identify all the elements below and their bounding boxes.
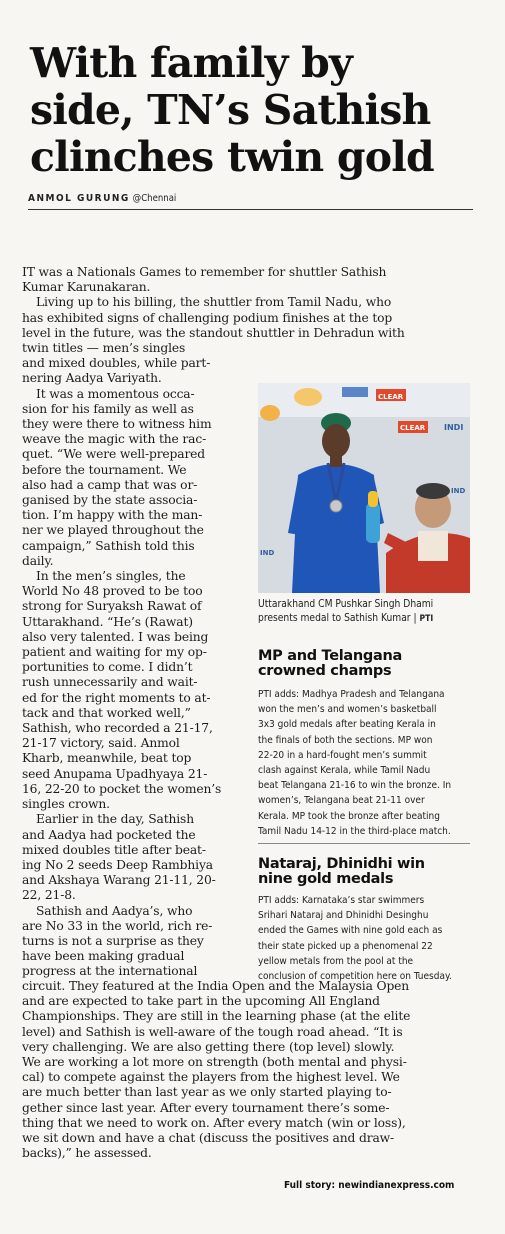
sidebar-headline-line: nine gold medals (258, 871, 394, 887)
photo-caption (258, 598, 470, 626)
article-outro (22, 979, 468, 1161)
photo-credit: PTI (419, 613, 434, 624)
sidebar-headline-line: crowned champs (258, 663, 392, 679)
byline-location: @Chennai (132, 193, 177, 204)
news-photo (258, 383, 470, 593)
body-line: sion for his family as well as (22, 401, 194, 416)
body-line: gether since last year. After every tournament there’s some- (22, 1100, 390, 1115)
caption-line: presents medal to Sathish Kumar | (258, 612, 417, 624)
body-line: are much better than last year as we only started playing to- (22, 1085, 392, 1100)
body-line: Uttarakhand. “He’s (Rawat) (22, 614, 193, 629)
body-line: daily. (22, 553, 54, 568)
body-line: portunities to come. I didn’t (22, 660, 193, 675)
body-line: very challenging. We are also getting there (top level) slowly. (22, 1039, 395, 1054)
body-line: campaign,” Sathish told this (22, 538, 195, 553)
body-line: strong for Suryaksh Rawat of (22, 599, 202, 614)
banner-word: IND (260, 549, 275, 557)
body-line: Kharb, meanwhile, beat top (22, 751, 192, 766)
body-line: backs),” he assessed. (22, 1146, 152, 1161)
body-line: Kumar Karunakaran. (22, 280, 151, 295)
body-line: rush unnecessarily and wait- (22, 675, 198, 690)
body-line: In the men’s singles, the (36, 569, 186, 584)
body-line: has exhibited signs of challenging podium finishes at the top (22, 310, 393, 325)
body-line: ended the Games with nine gold each as (258, 925, 443, 937)
body-line: PTI adds: Karnataka’s star swimmers (258, 895, 425, 906)
body-line: and Akshaya Warang 21-11, 20- (22, 873, 216, 888)
body-line: patient and waiting for my op- (22, 645, 207, 660)
sidebar-text (258, 687, 470, 839)
banner-word: CLEAR (400, 424, 426, 432)
body-line: We are working a lot more on strength (both mental and physi- (22, 1055, 407, 1070)
body-line: Championships. They are still in the learning phase (at the elite (22, 1009, 411, 1024)
body-line: Sathish, who recorded a 21-17, (22, 721, 213, 736)
body-line: and are expected to take part in the upcoming All England (22, 994, 380, 1009)
body-line: conclusion of competition here on Tuesday. (258, 971, 452, 983)
body-line: ing No 2 seeds Deep Rambhiya (22, 857, 213, 872)
photo-illustration (258, 383, 470, 593)
body-line: circuit. They featured at the India Open and the Malaysia Open (22, 979, 410, 993)
sidebar-headline (258, 649, 470, 679)
body-line: beat Telangana 21-16 to win the bronze. In (258, 780, 452, 792)
body-line: thing that we need to work on. After every match (win or loss), (22, 1115, 406, 1130)
sidebar-text (258, 893, 470, 984)
body-line: It was a momentous occa- (36, 386, 195, 401)
body-line: IT was a Nationals Games to remember for shuttler Sathish (22, 265, 387, 279)
article-intro (22, 265, 468, 341)
sidebar-divider (258, 843, 470, 844)
banner-word: IND (451, 487, 466, 495)
body-line: World No 48 proved to be too (22, 584, 203, 599)
body-line: also very talented. I was being (22, 629, 209, 644)
body-line: PTI adds: Madhya Pradesh and Telangana (258, 689, 445, 700)
body-line: 3x3 gold medals after beating Kerala in (258, 719, 436, 731)
body-line: and Aadya had pocketed the (22, 827, 196, 842)
body-line: ed for the right moments to at- (22, 690, 211, 705)
body-line: tion. I’m happy with the man- (22, 508, 203, 523)
body-line: cal) to compete against the players from the highest level. We (22, 1070, 400, 1085)
sidebar-headline-line: MP and Telangana (258, 648, 402, 664)
body-line: ner we played throughout the (22, 523, 204, 538)
caption-line: Uttarakhand CM Pushkar Singh Dhami (258, 599, 434, 610)
body-line: Srihari Nataraj and Dhinidhi Desinghu (258, 910, 429, 922)
sidebar-headline-line: Nataraj, Dhinidhi win (258, 856, 425, 872)
body-line: 22-20 in a hard-fought men’s summit (258, 749, 427, 761)
body-line: are No 33 in the world, rich re- (22, 918, 213, 933)
body-line: clash against Kerala, while Tamil Nadu (258, 765, 431, 777)
body-line: Earlier in the day, Sathish (36, 812, 194, 827)
body-line: the finals of both the sections. MP won (258, 734, 433, 746)
body-line: seed Anupama Upadhyaya 21- (22, 766, 208, 781)
body-line: have been making gradual (22, 949, 185, 964)
body-line: Tamil Nadu 14-12 in the third-place match. (258, 825, 451, 837)
banner-word: INDI (444, 423, 464, 432)
body-line: mixed doubles title after beat- (22, 842, 206, 857)
byline-rule (28, 209, 473, 210)
byline-author: ANMOL GURUNG (28, 193, 130, 204)
body-line: before the tournament. We (22, 462, 187, 477)
body-line: women’s, Telangana beat 21-11 over (258, 795, 425, 807)
headline-line: side, TN’s Sathish (30, 86, 431, 134)
body-line: we sit down and have a chat (discuss the positives and draw- (22, 1131, 395, 1146)
body-line: weave the magic with the rac- (22, 432, 207, 447)
body-line: singles crown. (22, 797, 110, 812)
article-column (22, 341, 254, 980)
body-line: also had a camp that was or- (22, 477, 198, 492)
body-line: won the men’s and women’s basketball (258, 704, 437, 716)
headline-line: With family by (30, 39, 353, 87)
body-line: turns is not a surprise as they (22, 933, 204, 948)
headline-line: clinches twin gold (30, 133, 434, 181)
body-line: Living up to his billing, the shuttler from Tamil Nadu, who (36, 295, 392, 310)
sidebar-headline (258, 857, 470, 887)
body-line: progress at the international (22, 964, 198, 979)
body-line: Kerala. MP took the bronze after beating (258, 810, 440, 822)
body-line: level in the future, was the standout shuttler in Dehradun with (22, 325, 405, 340)
body-line: yellow metals from the pool at the (258, 955, 414, 967)
headline (30, 40, 491, 181)
body-line: level) and Sathish is well-aware of the tough road ahead. “It is (22, 1024, 403, 1039)
body-line: Sathish and Aadya’s, who (36, 903, 193, 918)
body-line: their state picked up a phenomenal 22 (258, 940, 433, 952)
body-line: ganised by the state associa- (22, 493, 198, 508)
body-line: quet. “We were well-prepared (22, 447, 206, 462)
byline (28, 193, 491, 204)
full-story-link[interactable]: Full story: newindianexpress.com (284, 1180, 455, 1191)
body-line: 16, 22-20 to pocket the women’s (22, 781, 222, 796)
body-line: 21-17 victory, said. Anmol (22, 736, 180, 751)
body-line: twin titles — men’s singles (22, 341, 186, 355)
body-line: nering Aadya Variyath. (22, 371, 162, 386)
banner-word: CLEAR (378, 393, 404, 401)
body-line: 22, 21-8. (22, 888, 76, 903)
caption-line-2 (258, 612, 470, 627)
body-line: they were there to witness him (22, 417, 212, 432)
body-line: and mixed doubles, while part- (22, 356, 211, 371)
body-line: tack and that worked well,” (22, 705, 191, 720)
